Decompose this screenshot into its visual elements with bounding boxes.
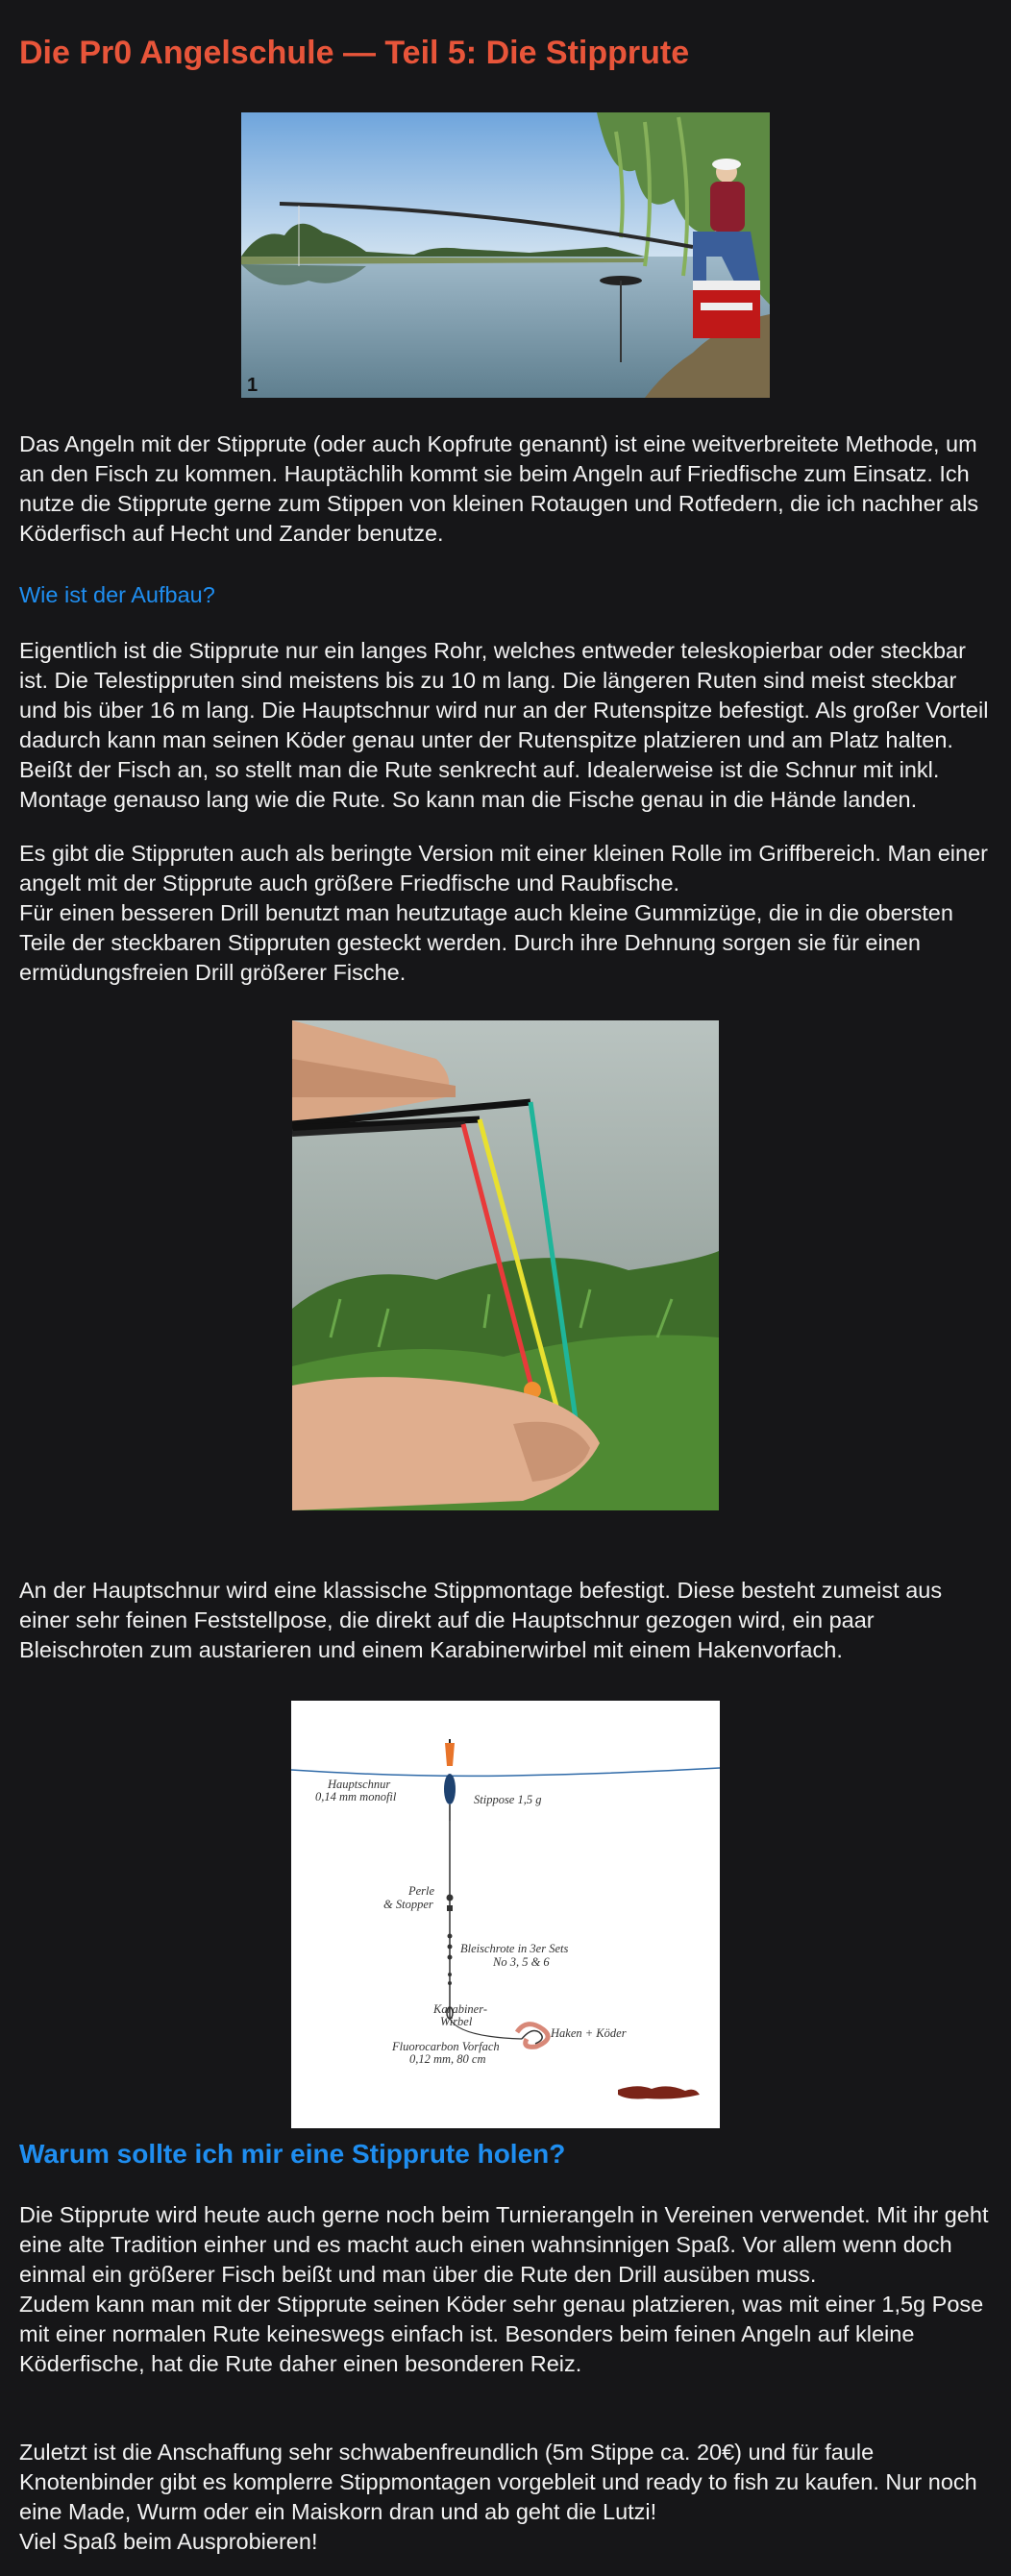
photo-number: 1 (247, 375, 259, 396)
diagram-label-stopper: & Stopper (383, 1898, 433, 1911)
diagram-label-stippose: Stippose 1,5 g (474, 1793, 542, 1806)
aufbau-paragraph-1: Eigentlich ist die Stipprute nur ein langes Rohr, welches entweder teleskopierbar oder steckbar ist. Die Telestippruten sind meistens bis zu 10 m lang. Die längeren Ruten sind meist steckbar und bis über 16 m lang. Die Hauptschnur wird nur an der Rutenspitze befestigt. Als großer Vorteil dadurch kann man seinen Köder genau unter der Rutenspitze platzieren und am Platz halten. Beißt der Fisch an, so stellt man die Rute senkrecht auf. Idealerweise ist die Schnur mit inkl. Montage genauso lang wie die Rute. So kann man die Fische genau in die Hände landen. (19, 638, 989, 812)
diagram-label-perle: Perle (408, 1884, 435, 1898)
angler-lake-photo (241, 112, 770, 398)
diagram-label-hauptschnur-spec: 0,14 mm monofil (315, 1790, 397, 1803)
intro-paragraph: Das Angeln mit der Stipprute (oder auch Kopfrute genannt) ist eine weitverbreitete Methode, um an den Fisch zu kommen. Hauptächlih kommt sie beim Angeln auf Friedfische zum Einsatz. Ich nutze die Stipprute gerne zum Stippen von kleinen Rotaugen und Rotfedern, die ich nachher als Köderfisch auf Hecht und Zander benutze. (19, 431, 979, 546)
section-heading-warum: Warum sollte ich mir eine Stipprute holen? (19, 2139, 566, 2169)
warum-paragraph-2: Zudem kann man mit der Stipprute seinen Köder sehr genau platzieren, was mit einer 1,5g Pose mit einer normalen Rute keineswegs einfach ist. Besonders beim feinen Angeln auf kleine Köderfische, hat die Rute daher einen besonderen Reiz. (19, 2292, 984, 2376)
pole-tips-photo (292, 1020, 719, 1510)
montage-paragraph: An der Hauptschnur wird eine klassische Stippmontage befestigt. Diese besteht zumeist aus einer sehr feinen Feststellpose, die direkt auf die Hauptschnur gezogen wird, ein paar Bleischroten zum austarieren und einem Karabinerwirbel mit einem Hakenvorfach. (19, 1578, 943, 1662)
aufbau-paragraph-2b: Für einen besseren Drill benutzt man heutzutage auch kleine Gummizüge, die in die obersten Teile der steckbaren Stippruten gesteckt werden. Durch ihre Dehnung sorgen sie für einen ermüdungsfreien Drill größerer Fische. (19, 900, 953, 985)
diagram-label-vorfach: Fluorocarbon Vorfach (392, 2040, 500, 2053)
warum-paragraph-1: Die Stipprute wird heute auch gerne noch beim Turnierangeln in Vereinen verwendet. Mit ihr geht eine alte Tradition einher und es macht auch einen wahnsinnigen Spaß. Vor allem wenn doch einmal ein größerer Fisch beißt und man über die Rute den Drill ausüben muss. (19, 2202, 989, 2287)
diagram-label-karabiner: Karabiner- (433, 2002, 487, 2016)
diagram-label-bleischrote: Bleischrote in 3er Sets (460, 1942, 569, 1955)
page-title: Die Pr0 Angelschule — Teil 5: Die Stipprute (19, 35, 690, 71)
section-heading-aufbau: Wie ist der Aufbau? (19, 582, 215, 607)
closing-line: Viel Spaß beim Ausprobieren! (19, 2529, 318, 2554)
diagram-label-haken: Haken + Köder (551, 2026, 627, 2040)
aufbau-paragraph-2a: Es gibt die Stippruten auch als beringte Version mit einer kleinen Rolle im Griffbereich. Man einer angelt mit der Stipprute auch größere Friedfische und Raubfische. (19, 841, 988, 895)
diagram-label-vorfach-spec: 0,12 mm, 80 cm (409, 2052, 486, 2066)
fazit-paragraph: Zuletzt ist die Anschaffung sehr schwabenfreundlich (5m Stippe ca. 20€) und für faule Knotenbinder gibt es komplerre Stippmontagen vorgebleit und ready to fish zu kaufen. Nur noch eine Made, Wurm oder ein Maiskorn dran und ab geht die Lutzi! (19, 2440, 977, 2524)
stippmontage-diagram (291, 1701, 720, 2128)
diagram-label-bleischrote-nr: No 3, 5 & 6 (493, 1955, 550, 1969)
diagram-label-hauptschnur: Hauptschnur (328, 1778, 391, 1791)
diagram-label-wirbel: Wirbel (440, 2015, 473, 2028)
signature-watermark (618, 2086, 700, 2098)
